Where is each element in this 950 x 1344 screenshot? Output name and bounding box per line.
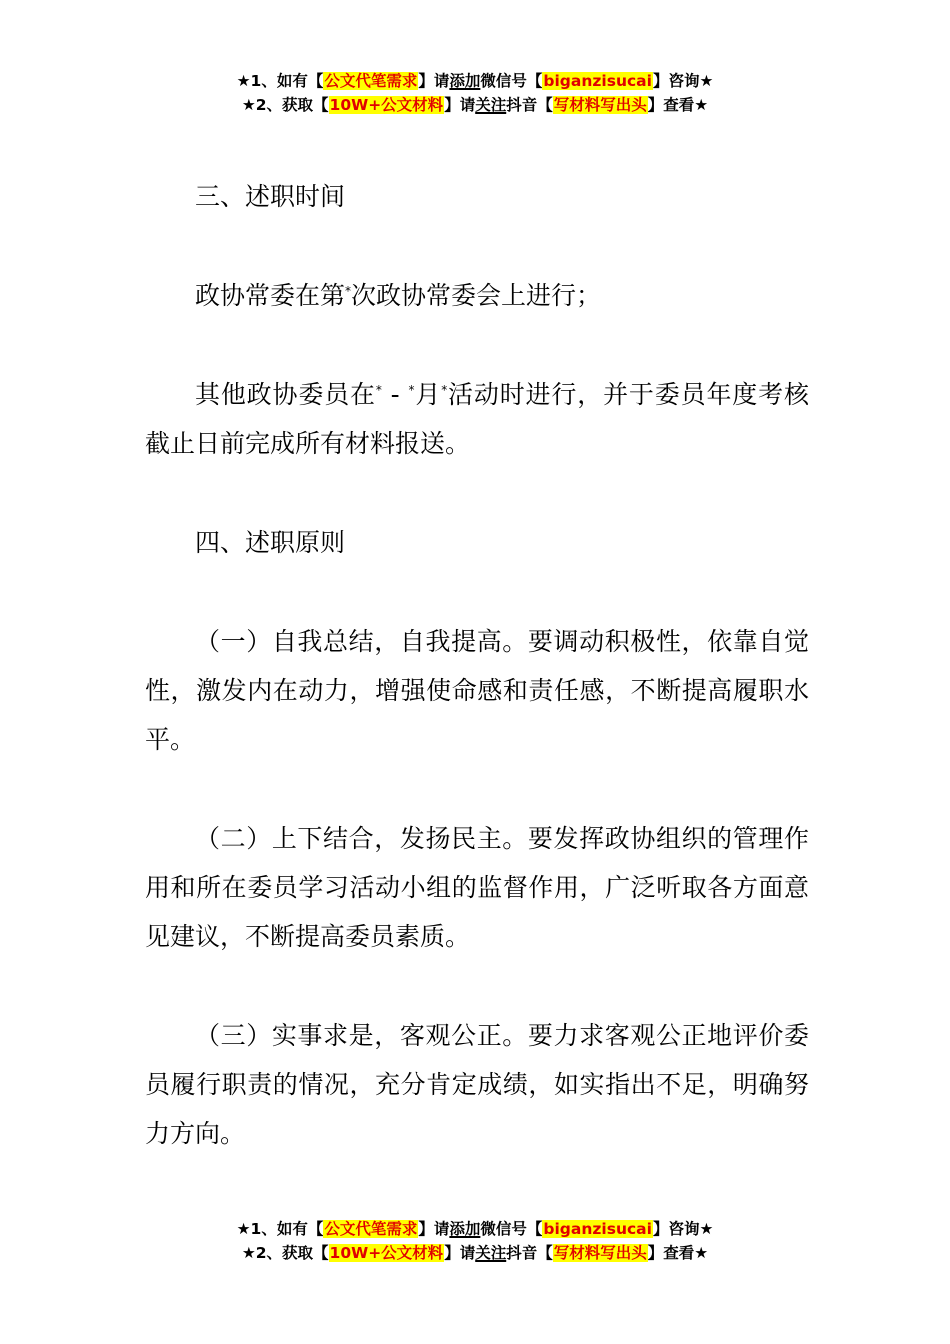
highlight-wechat-id: biganzisucai — [543, 1220, 652, 1238]
highlight-service: 公文代笔需求 — [324, 1220, 418, 1238]
highlight-materials: 10W+公文材料 — [329, 96, 444, 114]
principle-2: （二）上下结合，发扬民主。要发挥政协组织的管理作用和所在委员学习活动小组的监督作用，广泛听取各方面意见建议，不断提高委员素质。 — [145, 824, 809, 951]
section-heading-3: 三、述职时间 — [195, 182, 346, 211]
paragraph-text: 政协常委在第 — [195, 281, 346, 310]
highlight-materials: 10W+公文材料 — [329, 1244, 444, 1262]
header-banner — [0, 69, 950, 117]
banner-line-1 — [0, 1217, 950, 1241]
paragraph-other-members — [145, 370, 809, 468]
banner-text: 】请 — [418, 1220, 450, 1238]
banner-text: 1、如有【 — [250, 72, 324, 90]
highlight-douyin: 写材料写出头 — [553, 96, 647, 114]
banner-text: 微信号【 — [480, 1220, 543, 1238]
banner-text: 2、获取【 — [255, 96, 329, 114]
placeholder-mark: * — [441, 383, 448, 397]
banner-text: 】请 — [444, 1244, 476, 1262]
paragraph-text: 其他政协委员在 — [195, 380, 376, 409]
section-heading-4: 四、述职原则 — [195, 528, 346, 557]
paragraph-text: 活动时进行，并于委员年度考核截止日前完成所有材料报送。 — [145, 380, 809, 458]
banner-text: 】请 — [444, 96, 476, 114]
banner-text: 】咨询 — [652, 72, 700, 90]
banner-line-2 — [0, 1241, 950, 1265]
banner-text: 】请 — [418, 72, 450, 90]
star-icon: ★ — [241, 96, 256, 114]
banner-line-2 — [0, 93, 950, 117]
banner-text: 2、获取【 — [255, 1244, 329, 1262]
star-icon: ★ — [241, 1244, 256, 1262]
document-body — [145, 172, 809, 1208]
star-icon: ★ — [236, 72, 251, 90]
banner-text: 】查看 — [647, 96, 695, 114]
paragraph-text: - — [381, 380, 409, 409]
paragraph-standing-committee — [145, 271, 809, 320]
underlined-action: 添加 — [449, 1220, 481, 1238]
underlined-action: 添加 — [449, 72, 481, 90]
highlight-douyin: 写材料写出头 — [553, 1244, 647, 1262]
banner-text: 1、如有【 — [250, 1220, 324, 1238]
highlight-wechat-id: biganzisucai — [543, 72, 652, 90]
banner-line-1 — [0, 69, 950, 93]
principle-3: （三）实事求是，客观公正。要力求客观公正地评价委员履行职责的情况，充分肯定成绩，如实指出不足，明确努力方向。 — [145, 1021, 809, 1148]
star-icon: ★ — [699, 72, 714, 90]
star-icon: ★ — [236, 1220, 251, 1238]
banner-text: 】查看 — [647, 1244, 695, 1262]
highlight-service: 公文代笔需求 — [324, 72, 418, 90]
banner-text: 】咨询 — [652, 1220, 700, 1238]
paragraph-text: 次政协常委会上进行； — [351, 281, 602, 310]
star-icon: ★ — [699, 1220, 714, 1238]
banner-text: 抖音【 — [506, 1244, 553, 1262]
underlined-action: 关注 — [475, 1244, 507, 1262]
banner-text: 抖音【 — [506, 96, 553, 114]
star-icon: ★ — [694, 1244, 709, 1262]
star-icon: ★ — [694, 96, 709, 114]
underlined-action: 关注 — [475, 96, 507, 114]
placeholder-mark: * — [375, 383, 382, 397]
banner-text: 微信号【 — [480, 72, 543, 90]
placeholder-mark: * — [408, 383, 415, 397]
footer-banner — [0, 1217, 950, 1265]
placeholder-mark: * — [345, 284, 352, 298]
paragraph-text: 月 — [414, 380, 442, 409]
principle-1: （一）自我总结，自我提高。要调动积极性，依靠自觉性，激发内在动力，增强使命感和责任感，不断提高履职水平。 — [145, 627, 809, 754]
